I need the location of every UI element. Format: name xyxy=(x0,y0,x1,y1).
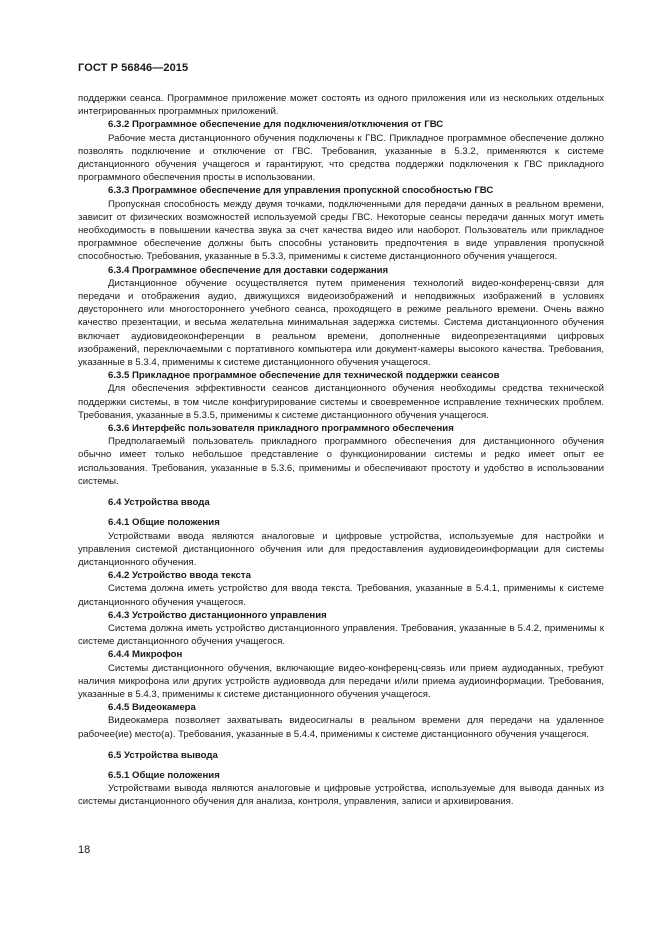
section-6-3-5-text: Для обеспечения эффективности сеансов дистанционного обучения необходимы средства технической поддержки системы, в том числе конфигурирование системы и своевременное исправление технических проблем. Требования, указанные в 5.3.5, применимы к системе дистанционного обучения учащегося. xyxy=(78,383,604,421)
section-6-3-3-text: Пропускная способность между двумя точками, подключенными для передачи данных в реальном времени, зависит от физических возможностей используемой среды ГВС. Некоторые сеансы передачи данных могут иметь необходимость в повышении качества звука за счет качества видео или наоборот. Пользователь или прикладное программное обеспечение должны быть способны установить предпочтения в виде управления пропускной способностью. Требования, указанные в 5.3.3, применимы к системе дистанционного обучения учащегося. xyxy=(78,198,604,263)
section-6-3-4-title: 6.3.4 Программное обеспечение для доставки содержания xyxy=(108,264,389,276)
section-6-4-2-title: 6.4.2 Устройство ввода текста xyxy=(108,570,251,582)
section-6-4-5-title: 6.4.5 Видеокамера xyxy=(108,702,196,714)
section-6-4-3-text: Система должна иметь устройство дистанционного управления. Требования, указанные в 5.4.2, применимы к системе дистанционного обучения учащегося. xyxy=(78,622,604,648)
section-6-4-5-text: Видеокамера позволяет захватывать видеосигналы в реальном времени для передачи на удаленное рабочее(ие) место(а). Требования, указанные в 5.4.4, применимы к системе дистанционного обучения учащегося. xyxy=(78,715,604,740)
section-6-4-4-title: 6.4.4 Микрофон xyxy=(108,649,183,661)
section-6-5-1-title: 6.5.1 Общие положения xyxy=(108,769,220,781)
document-header: ГОСТ Р 56846—2015 xyxy=(78,62,189,74)
section-6-4-1-title: 6.4.1 Общие положения xyxy=(108,517,220,529)
intro-paragraph: поддержки сеанса. Программное приложение может состоять из одного приложения или из нескольких отдельных интегрированных программных приложений. xyxy=(78,93,604,118)
section-6-5-title: 6.5 Устройства вывода xyxy=(108,749,218,761)
section-6-3-4-text: Дистанционное обучение осуществляется путем применения технологий видео-конференц-связи для передачи и отображения аудио, движущихся видеоизображений и неподвижных изображений в условиях двустороннего или многостороннего учебного сеанса, проходящего в режиме реального времени. Очень важно качество презентации, и весьма желательна минимальная задержка системы. Система дистанционного обучения включает аудиовидеоконференции в реальном времени, дополненные видеопрезентациями цифровых изображений, переключаемыми с портативного компьютера или документ-камеры высокого качества. Требования, указанные в 5.3.4, применимы к системе дистанционного обучения учащегося. xyxy=(78,277,604,369)
section-6-4-3-title: 6.4.3 Устройство дистанционного управления xyxy=(108,609,327,621)
section-6-3-6-text: Предполагаемый пользователь прикладного программного обеспечения для дистанционного обучения обычно имеет только небольшое представление о функционировании системы и редко имеет опыт ее использования. Требования, указанные в 5.3.6, применимы и обеспечивают простоту и удобство в использовании системы. xyxy=(78,436,604,487)
section-6-4-4-text: Системы дистанционного обучения, включающие видео-конференц-связь или прием аудиоданных, требуют наличия микрофона или других устройств аудиоввода для передачи и/или приема аудиоинформации. Требования, указанные в 5.4.3, применимы к системе дистанционного обучения учащегося. xyxy=(78,662,604,700)
section-6-3-2-title: 6.3.2 Программное обеспечение для подключения/отключения от ГВС xyxy=(108,119,444,131)
section-6-5-1-text: Устройствами вывода являются аналоговые и цифровые устройства, используемые для вывода данных из системы дистанционного обучения для анализа, контроля, управления, записи и архивирования. xyxy=(78,783,604,808)
section-6-4-title: 6.4 Устройства ввода xyxy=(108,497,210,509)
page-number: 18 xyxy=(78,844,91,856)
section-6-3-5-title: 6.3.5 Прикладное программное обеспечение для технической поддержки сеансов xyxy=(108,370,500,382)
section-6-3-2-text: Рабочие места дистанционного обучения подключены к ГВС. Прикладное программное обеспечение должно позволять подключение и отключение от ГВС. Требования, указанные в 5.3.2, применяются к системе дистанционного обучения учащегося и гарантируют, что средства поддержки подключения к ГВС прикладного программного обеспечения просты в использовании. xyxy=(78,132,604,184)
section-6-3-6-title: 6.3.6 Интерфейс пользователя прикладного программного обеспечения xyxy=(108,423,454,435)
page-content xyxy=(78,92,604,809)
section-6-3-3-title: 6.3.3 Программное обеспечение для управления пропускной способностью ГВС xyxy=(108,185,494,197)
section-6-4-1-text: Устройствами ввода являются аналоговые и цифровые устройства, используемые для настройки и управления системой дистанционного обучения или для предоставления аудиовидеоинформации для системы дистанционного обучения. xyxy=(78,530,604,568)
section-6-4-2-text: Система должна иметь устройство для ввода текста. Требования, указанные в 5.4.1, применимы к системе дистанционного обучения учащегося. xyxy=(78,583,604,608)
